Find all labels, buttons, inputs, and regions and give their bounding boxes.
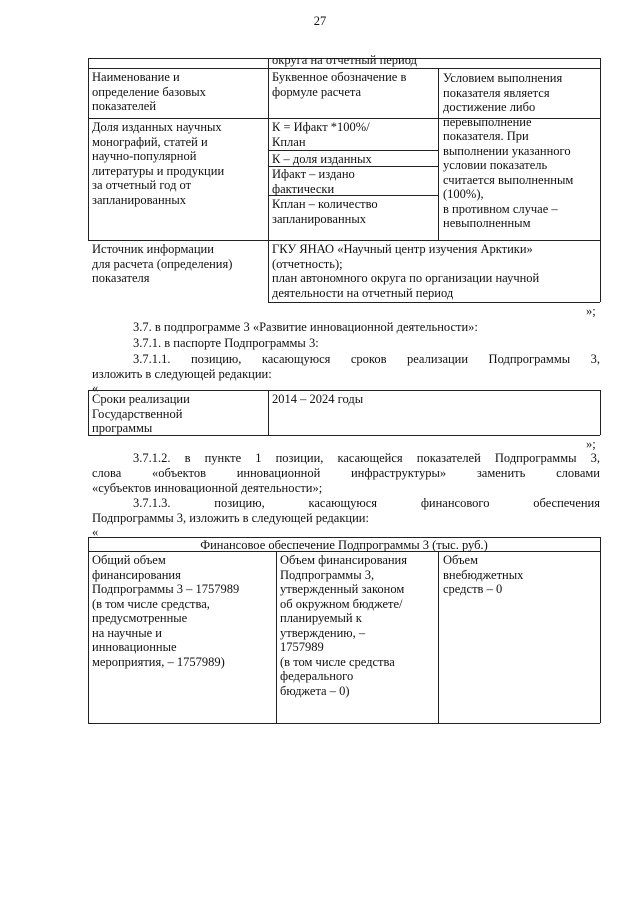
table1-vline	[600, 58, 601, 302]
text-line: Источник информации	[92, 242, 214, 256]
text-line: за отчетный год от	[92, 178, 192, 192]
text-line: внебюджетных	[443, 567, 524, 582]
text-line: достижение либо	[443, 100, 536, 114]
text-line: для расчета (определения)	[92, 256, 233, 271]
k-definition: К – доля изданных	[272, 152, 372, 166]
text-line: Общий объем	[92, 553, 166, 567]
paragraph-3-7-1-1: 3.7.1.1. позицию, касающуюся сроков реализации Подпрограммы 3,	[133, 352, 600, 366]
close-quote: »;	[586, 304, 596, 318]
funding-col1	[92, 553, 239, 669]
source-label	[92, 242, 232, 286]
text-line: показателя. При	[443, 129, 529, 143]
table1-vline	[88, 58, 89, 240]
table3-line	[88, 723, 600, 724]
text-line: планируемый к	[280, 611, 362, 625]
paragraph-3-7-1-3: 3.7.1.3. позицию, касающуюся финансового обеспечения	[133, 496, 600, 510]
text-line: финансирования	[92, 567, 181, 582]
text-line: средств – 0	[443, 582, 503, 596]
text-line: фактически	[272, 181, 335, 196]
text-line: (отчетность);	[272, 256, 343, 271]
text-line: (100%),	[443, 187, 484, 201]
text-line: Кплан – количество	[272, 197, 378, 211]
text-line: Наименование и	[92, 70, 180, 84]
text-line: в противном случае –	[443, 201, 558, 216]
text-line: условии показатель	[443, 158, 548, 172]
funding-col2	[280, 553, 407, 698]
text-line: перевыполнение	[443, 114, 532, 129]
text-line: об окружном бюджете/	[280, 596, 403, 611]
text-line: Кплан	[272, 134, 306, 149]
paragraph-3-7-1-2-cont: слова «объектов инновационной инфраструктуры» заменить словами	[92, 466, 600, 480]
ifakt-definition	[272, 167, 355, 196]
text-line: показателей	[92, 99, 157, 113]
text-line: инновационные	[92, 640, 177, 654]
text-line: ГКУ ЯНАО «Научный центр изучения Арктики»	[272, 242, 533, 256]
col3-condition	[443, 71, 573, 231]
text-line: монографий, статей и	[92, 134, 208, 149]
text-line: невыполненным	[443, 216, 531, 230]
text-line: утвержденный законом	[280, 582, 405, 596]
funding-header: Финансовое обеспечение Подпрограммы 3 (тыс. руб.)	[200, 538, 488, 552]
text-line: считается выполненным	[443, 172, 574, 187]
table3-vline	[276, 551, 277, 723]
funding-col3	[443, 553, 523, 597]
col1-header	[92, 70, 206, 114]
text-line: федерального	[280, 669, 354, 683]
formula	[272, 120, 370, 149]
table3-vline	[88, 537, 89, 723]
text-line: литературы и продукции	[92, 163, 225, 178]
terms-label	[92, 392, 190, 436]
table1-vline	[438, 68, 439, 240]
table1-line	[268, 150, 438, 151]
text-line: бюджета – 0)	[280, 683, 350, 698]
table1-line	[88, 68, 600, 69]
text-line: показателя	[92, 271, 150, 285]
text-line: программы	[92, 421, 153, 435]
paragraph-3-7-1: 3.7.1. в паспорте Подпрограммы 3:	[133, 336, 319, 350]
text-line: Объем финансирования	[280, 553, 407, 567]
text-line: Подпрограммы 3,	[280, 567, 375, 582]
text-line: Сроки реализации	[92, 392, 190, 406]
text-line: деятельности на отчетный период	[272, 285, 454, 300]
text-line: Подпрограммы 3 – 1757989	[92, 582, 240, 596]
paragraph-3-7-1-1-cont: изложить в следующей редакции:	[92, 367, 272, 381]
text-line: запланированных	[272, 211, 366, 226]
text-line: научно-популярной	[92, 149, 197, 163]
text-line: мероприятия, – 1757989)	[92, 654, 225, 669]
text-line: показателя является	[443, 85, 550, 100]
table2-vline	[600, 390, 601, 435]
text-line: Буквенное обозначение в	[272, 70, 407, 84]
table1-line	[268, 302, 600, 303]
kplan-definition	[272, 197, 378, 226]
paragraph-3-7-1-2: 3.7.1.2. в пункте 1 позиции, касающейся показателей Подпрограммы 3,	[133, 451, 600, 465]
text-line: Ифакт – издано	[272, 167, 355, 181]
close-quote: »;	[586, 437, 596, 451]
open-quote: «	[92, 525, 99, 539]
text-line: Государственной	[92, 406, 183, 421]
open-quote: «	[92, 381, 99, 395]
table2-vline	[268, 390, 269, 435]
paragraph-3-7-1-2-end: «субъектов инновационной деятельности»;	[92, 481, 323, 495]
text-line: формуле расчета	[272, 84, 362, 99]
table2-line	[88, 390, 600, 391]
text-line: план автономного округа по организации научной	[272, 271, 540, 285]
table1-vline	[268, 58, 269, 302]
source-text	[272, 242, 539, 300]
text-line: Объем	[443, 553, 478, 567]
text-line: предусмотренные	[92, 611, 188, 625]
text-line: Условием выполнения	[443, 71, 563, 85]
text-line: Доля изданных научных	[92, 120, 222, 134]
text-line: запланированных	[92, 192, 186, 207]
text-line: утверждению, –	[280, 625, 366, 640]
text-line: определение базовых	[92, 84, 206, 99]
text-line: на научные и	[92, 625, 162, 640]
text-line: (в том числе средства	[280, 654, 395, 669]
paragraph-3-7-1-3-cont: Подпрограммы 3, изложить в следующей редакции:	[92, 511, 369, 525]
table1-top-row: округа на отчетный период	[272, 53, 417, 67]
col2-header	[272, 70, 406, 99]
table2-vline	[88, 390, 89, 435]
text-line: выполнении указанного	[443, 143, 571, 158]
table1-line	[88, 240, 600, 241]
terms-value: 2014 – 2024 годы	[272, 392, 364, 406]
col1-indicator	[92, 120, 224, 207]
paragraph-3-7: 3.7. в подпрограмме 3 «Развитие инновационной деятельности»:	[133, 320, 478, 334]
table3-vline	[438, 551, 439, 723]
text-line: 1757989	[280, 640, 324, 654]
text-line: К = Ифакт *100%/	[272, 120, 370, 134]
table3-vline	[600, 537, 601, 723]
page-number: 27	[313, 14, 327, 28]
text-line: (в том числе средства,	[92, 596, 210, 611]
